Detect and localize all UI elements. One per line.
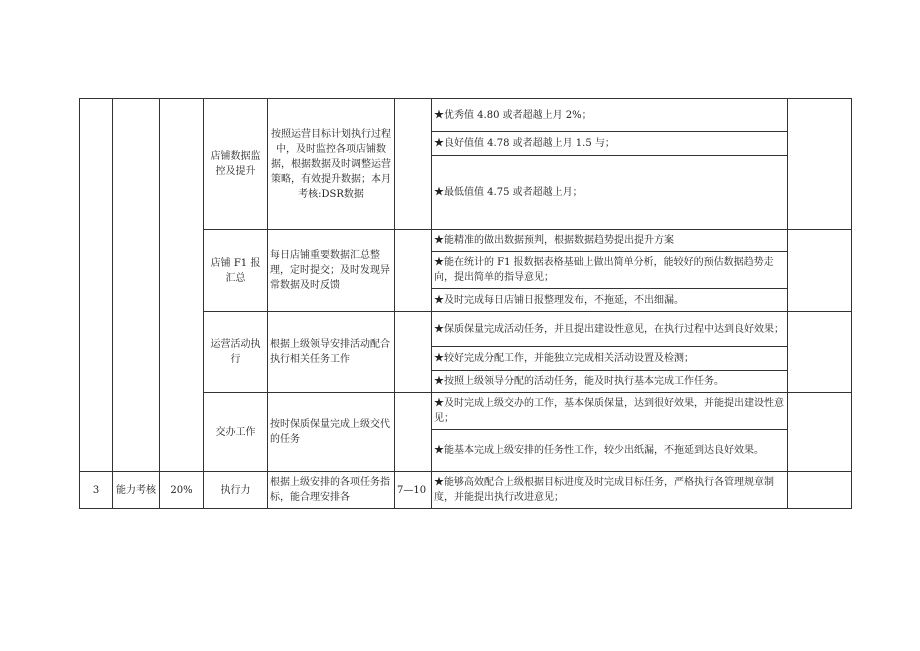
criteria-cell: ★能精准的做出数据预判，根据数据趋势提出提升方案 <box>432 230 788 252</box>
criteria-cell: ★及时完成上级交办的工作，基本保质保量，达到很好效果，并能提出建设性意见； <box>432 393 788 430</box>
criteria-cell: ★能在统计的 F1 报数据表格基础上做出简单分析，能较好的预估数据趋势走向，提出简单的指导意见； <box>432 252 788 289</box>
criteria-cell: ★较好完成分配工作，并能独立完成相关活动设置及检测； <box>432 347 788 371</box>
remark-cell <box>788 393 852 472</box>
remark-cell <box>788 230 852 312</box>
score-cell <box>395 99 432 230</box>
item-cell: 交办工作 <box>204 393 268 472</box>
criteria-cell: ★能基本完成上级安排的任务性工作，较少出纸漏，不拖延到达良好效果。 <box>432 430 788 472</box>
criteria-cell: ★最低值值 4.75 或者超越上月； <box>432 156 788 230</box>
score-cell <box>395 393 432 472</box>
category-cell: 能力考核 <box>113 472 160 509</box>
item-cell: 执行力 <box>204 472 268 509</box>
standard-cell: 每日店铺重要数据汇总整理，定时提交；及时发现异常数据及时反馈 <box>268 230 395 312</box>
assessment-table <box>79 98 852 509</box>
item-cell: 运营活动执行 <box>204 312 268 393</box>
score-cell <box>395 230 432 312</box>
criteria-cell: ★保质保量完成活动任务，并且提出建设性意见，在执行过程中达到良好效果； <box>432 312 788 347</box>
remark-cell <box>788 312 852 393</box>
remark-cell <box>788 99 852 230</box>
no-cell <box>80 99 113 472</box>
standard-cell: 按时保质保量完成上级交代的任务 <box>268 393 395 472</box>
item-cell: 店铺数据监控及提升 <box>204 99 268 230</box>
standard-cell: 根据上级领导安排活动配合执行相关任务工作 <box>268 312 395 393</box>
standard-cell: 根据上级安排的各项任务指标，能合理安排各 <box>268 472 395 509</box>
weight-cell: 20% <box>160 472 204 509</box>
score-cell: 7—10 <box>395 472 432 509</box>
category-cell <box>113 99 160 472</box>
item-cell: 店铺 F1 报汇总 <box>204 230 268 312</box>
criteria-cell: ★按照上级领导分配的活动任务，能及时执行基本完成工作任务。 <box>432 371 788 393</box>
no-cell: 3 <box>80 472 113 509</box>
standard-cell: 按照运营目标计划执行过程中，及时监控各项店铺数据，根据数据及时调整运营策略，有效提升数据；本月考核:DSR数据 <box>268 99 395 230</box>
weight-cell <box>160 99 204 472</box>
criteria-cell: ★能够高效配合上级根据目标进度及时完成目标任务，严格执行各管理规章制度，并能提出执行改进意见； <box>432 472 788 509</box>
remark-cell <box>788 472 852 509</box>
score-cell <box>395 312 432 393</box>
criteria-cell: ★良好值值 4.78 或者超越上月 1.5 与； <box>432 132 788 156</box>
criteria-cell: ★及时完成每日店铺日报整理发布，不拖延，不出细漏。 <box>432 289 788 312</box>
criteria-cell: ★优秀值 4.80 或者超越上月 2%； <box>432 99 788 132</box>
